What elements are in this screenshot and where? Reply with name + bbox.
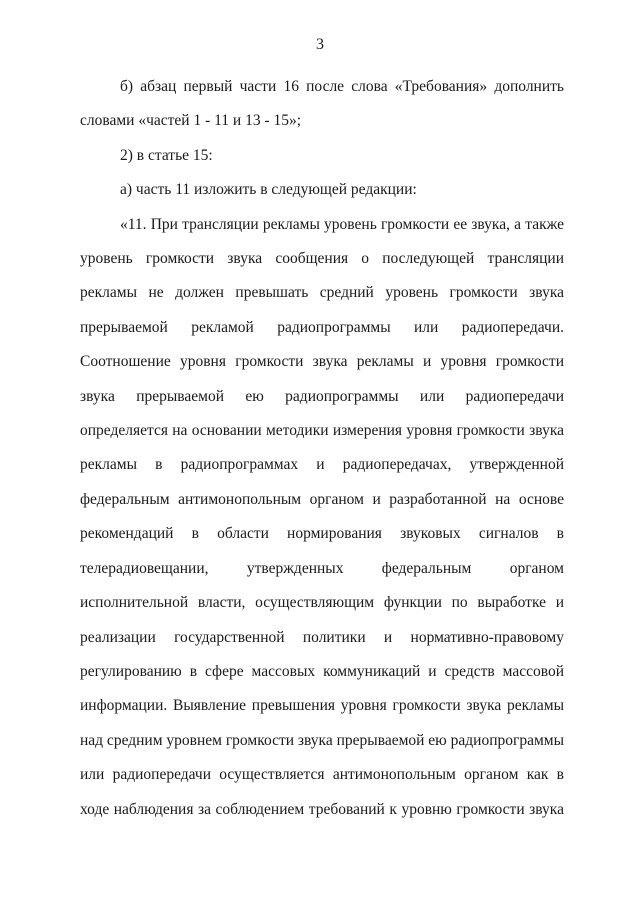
- document-body: [80, 70, 564, 827]
- paragraph-amendment-a: а) часть 11 изложить в следующей редакции:: [120, 181, 417, 199]
- paragraph-amendment-b: б) абзац первый части 16 после слова «Требования» дополнить словами «частей 1 - 11 и 13 - 15»;: [80, 78, 564, 130]
- paragraph-part-11-text: «11. При трансляции рекламы уровень громкости ее звука, а также уровень громкости звука сообщения о последующей трансляции рекламы не должен превышать средний уровень громкости звука прерываемой рекламой радиопрограммы или радиопередачи. Соотношение уровня громкости звука рекламы и уровня громкости звука прерываемой ею радиопрограммы или радиопередачи определяется на основании методики измерения уровня громкости звука рекламы в радиопрограммах и радиопередачах, утвержденной федеральным антимонопольным органом и разработанной на основе рекомендаций в области нормирования звуковых сигналов в телерадиовещании, утвержденных федеральным органом исполнительной власти, осуществляющим функции по выработке и реализации государственной политики и нормативно-правовому регулированию в сфере массовых коммуникаций и средств массовой информации. Выявление превышения уровня громкости звука рекламы над средним уровнем громкости звука прерываемой ею радиопрограммы или радиопередачи осуществляется антимонопольным органом как в ходе наблюдения за соблюдением требований к уровню громкости звука: [80, 215, 565, 818]
- paragraph-article-15: 2) в статье 15:: [120, 146, 213, 164]
- page-number: 3: [316, 36, 324, 53]
